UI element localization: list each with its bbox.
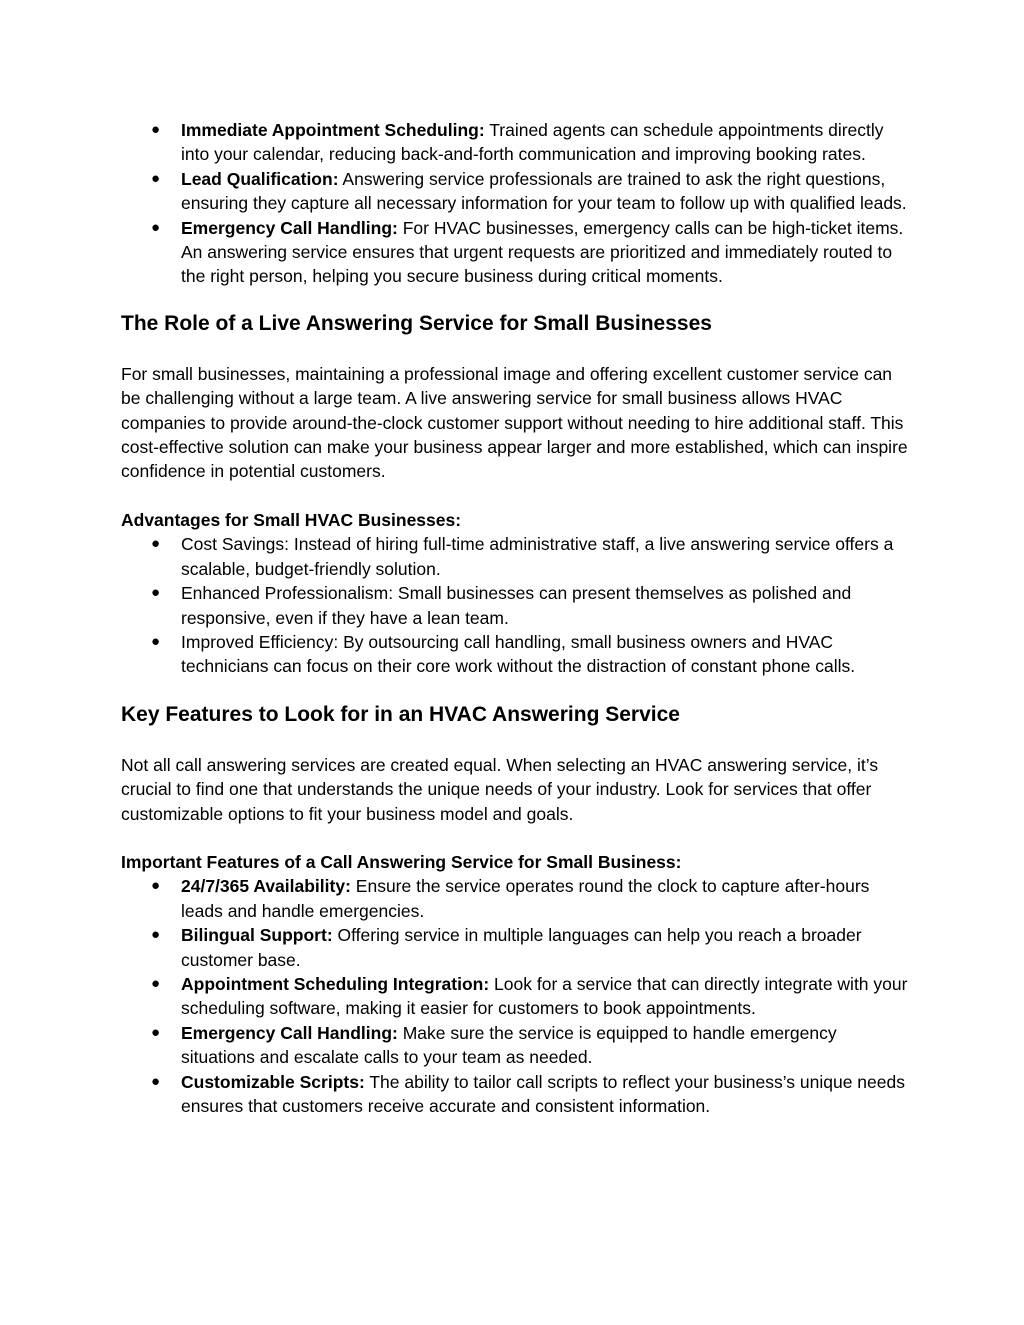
list-item [121, 581, 911, 630]
features-list [121, 874, 911, 1118]
item-bold-label: Bilingual Support: [181, 925, 333, 946]
list-item [121, 972, 911, 1021]
item-text: Enhanced Professionalism: Small businesses can present themselves as polished and responsive, even if they have a lean team. [181, 583, 852, 628]
item-text: Make sure the service is equipped to handle emergency situations and escalate calls to your team as needed. [181, 1022, 837, 1068]
list-item [121, 1070, 911, 1119]
item-text: Answering service professionals are trained to ask the right questions, ensuring they capture all necessary information for your team to follow up with qualified leads. [181, 168, 907, 214]
item-bold-label: Appointment Scheduling Integration: [181, 973, 490, 994]
item-bold-label: Emergency Call Handling: [181, 1022, 398, 1043]
section-heading: The Role of a Live Answering Service for Small Businesses [121, 311, 712, 335]
item-bold-label: Immediate Appointment Scheduling: [181, 120, 485, 140]
bullet-icon: ● [151, 632, 161, 650]
item-text: Trained agents can schedule appointments directly into your calendar, reducing back-and-forth communication and improving booking rates. [181, 120, 884, 165]
item-bold-label: 24/7/365 Availability: [181, 876, 351, 897]
item-bold-label: Emergency Call Handling: [181, 217, 398, 238]
item-text: Improved Efficiency: By outsourcing call handling, small business owners and HVAC technicians can focus on their core work without the distraction of constant phone calls. [181, 631, 856, 677]
bullet-icon: ● [151, 926, 161, 944]
item-text: Offering service in multiple languages can help you reach a broader customer base. [181, 925, 862, 970]
list-item [121, 1021, 911, 1070]
bullet-icon: ● [151, 218, 161, 236]
list-item [121, 532, 911, 581]
item-text: For HVAC businesses, emergency calls can be high-ticket items. An answering service ensures that urgent requests are prioritized and immediately routed to the right person, helping you secure business during critical moments. [181, 217, 904, 287]
item-text: Cost Savings: Instead of hiring full-time administrative staff, a live answering service offers a scalable, budget-friendly solution. [181, 534, 894, 579]
advantages-list [121, 532, 911, 678]
list-item [121, 923, 911, 972]
item-text: The ability to tailor call scripts to reflect your business’s unique needs ensures that customers receive accurate and consistent information. [181, 1071, 905, 1116]
bullet-icon: ● [151, 121, 161, 138]
bullet-icon: ● [151, 1072, 161, 1090]
section-heading: Key Features to Look for in an HVAC Answering Service [121, 702, 680, 726]
section-paragraph: For small businesses, maintaining a professional image and offering excellent customer service can be challenging without a large team. A live answering service for small business allows HVAC companies to provide around-the-clock customer support without needing to hire additional staff. This cost-effective solution can make your business appear larger and more established, which can inspire confidence in potential customers. [121, 363, 908, 482]
section-subheading: Important Features of a Call Answering Service for Small Business: [121, 851, 682, 872]
section-subheading: Advantages for Small HVAC Businesses: [121, 509, 462, 530]
list-item [121, 167, 911, 216]
bullet-icon: ● [151, 877, 161, 895]
bullet-icon: ● [151, 169, 161, 187]
item-bold-label: Customizable Scripts: [181, 1071, 365, 1092]
bullet-icon: ● [151, 974, 161, 992]
document-page [121, 118, 911, 1118]
bullet-icon: ● [151, 1023, 161, 1041]
bullet-icon: ● [151, 584, 161, 602]
bullet-icon: ● [151, 535, 161, 553]
item-text: Ensure the service operates round the clock to capture after-hours leads and handle emergencies. [181, 876, 870, 921]
list-item [121, 874, 911, 923]
section-paragraph: Not all call answering services are created equal. When selecting an HVAC answering service, it’s crucial to find one that understands the unique needs of your industry. Look for services that offer customizable options to fit your business model and goals. [121, 754, 879, 824]
item-text: Look for a service that can directly integrate with your scheduling software, making it easier for customers to book appointments. [181, 973, 908, 1019]
top-bullet-list [121, 118, 911, 289]
item-bold-label: Lead Qualification: [181, 168, 339, 189]
list-item [121, 630, 911, 679]
list-item [121, 118, 911, 167]
list-item [121, 216, 911, 289]
